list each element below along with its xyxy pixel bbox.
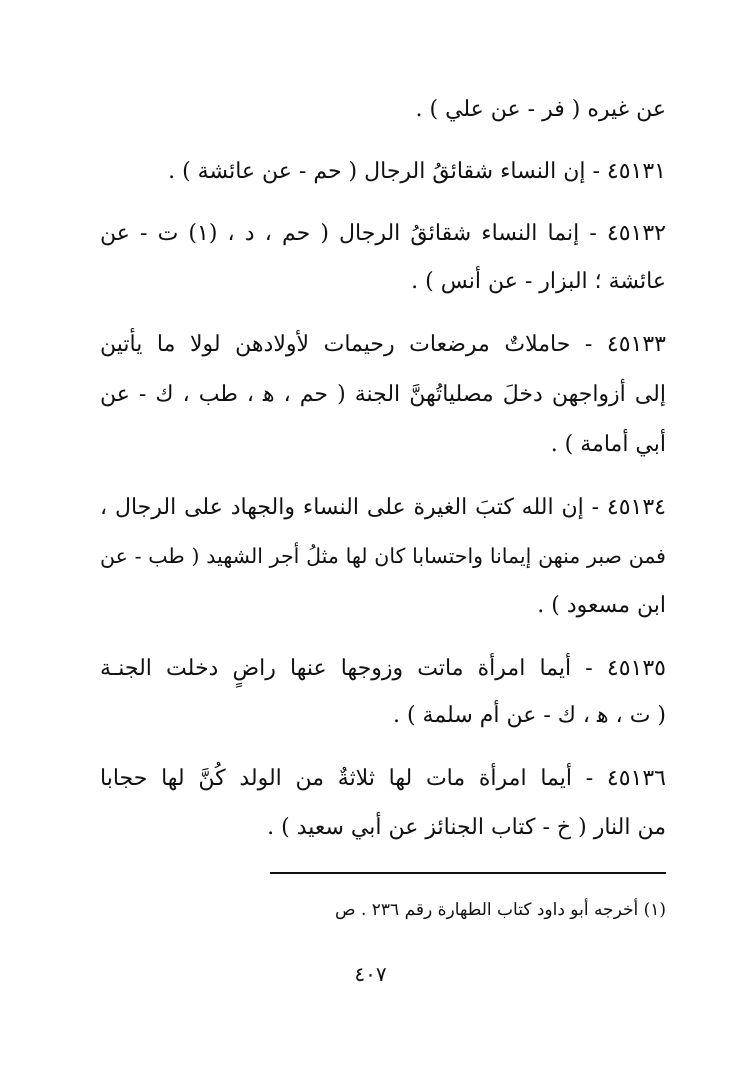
hadith-45133-line-1: ٤٥١٣٣ - حاملاتٌ مرضعات رحيمات لأولادهن لولا ما يأتين xyxy=(100,332,666,357)
hadith-45134-line-3: ابن مسعود ) . xyxy=(537,593,666,618)
hadith-45135-line-2: ( ت ، ﻫ ، ك - عن أم سلمة ) . xyxy=(392,703,666,728)
hadith-45132-line-2: عائشة ؛ البزار - عن أنس ) . xyxy=(411,269,666,294)
hadith-45133-line-3: أبي أمامة ) . xyxy=(550,432,666,457)
hadith-45134-line-1: ٤٥١٣٤ - إن الله كتبَ الغيرة على النساء والجهاد على الرجال ، xyxy=(100,495,666,520)
hadith-45133-line-2: إلى أزواجهن دخلَ مصلياتُهنَّ الجنة ( حم ، ﻫ ، طب ، ك - عن xyxy=(100,382,666,407)
hadith-45134-line-2: فمن صبر منهن إيمانا واحتسابا كان لها مثلُ أجر الشهيد ( طب - عن xyxy=(100,544,666,568)
hadith-45132-line-1: ٤٥١٣٢ - إنما النساء شقائقُ الرجال ( حم ، د ، (١) ت - عن xyxy=(100,221,666,246)
hadith-45136-line-1: ٤٥١٣٦ - أيما امرأة مات لها ثلاثةٌ من الولد كُنَّ لها حجابا xyxy=(100,766,666,791)
page-number: ٤٠٧ xyxy=(354,962,387,986)
hadith-45135-line-1: ٤٥١٣٥ - أيما امرأة ماتت وزوجها عنها راضٍ دخلت الجنـة xyxy=(100,656,666,681)
hadith-45131: ٤٥١٣١ - إن النساء شقائقُ الرجال ( حم - عن عائشة ) . xyxy=(168,159,666,184)
footnote-divider xyxy=(270,872,666,874)
hadith-45136-line-2: من النار ( خ - كتاب الجنائز عن أبي سعيد ) . xyxy=(267,815,666,840)
footnote: (١) أخرجه أبو داود كتاب الطهارة رقم ٢٣٦ . ص xyxy=(335,900,666,920)
text-line: عن غيره ( فر - عن علي ) . xyxy=(415,97,666,122)
